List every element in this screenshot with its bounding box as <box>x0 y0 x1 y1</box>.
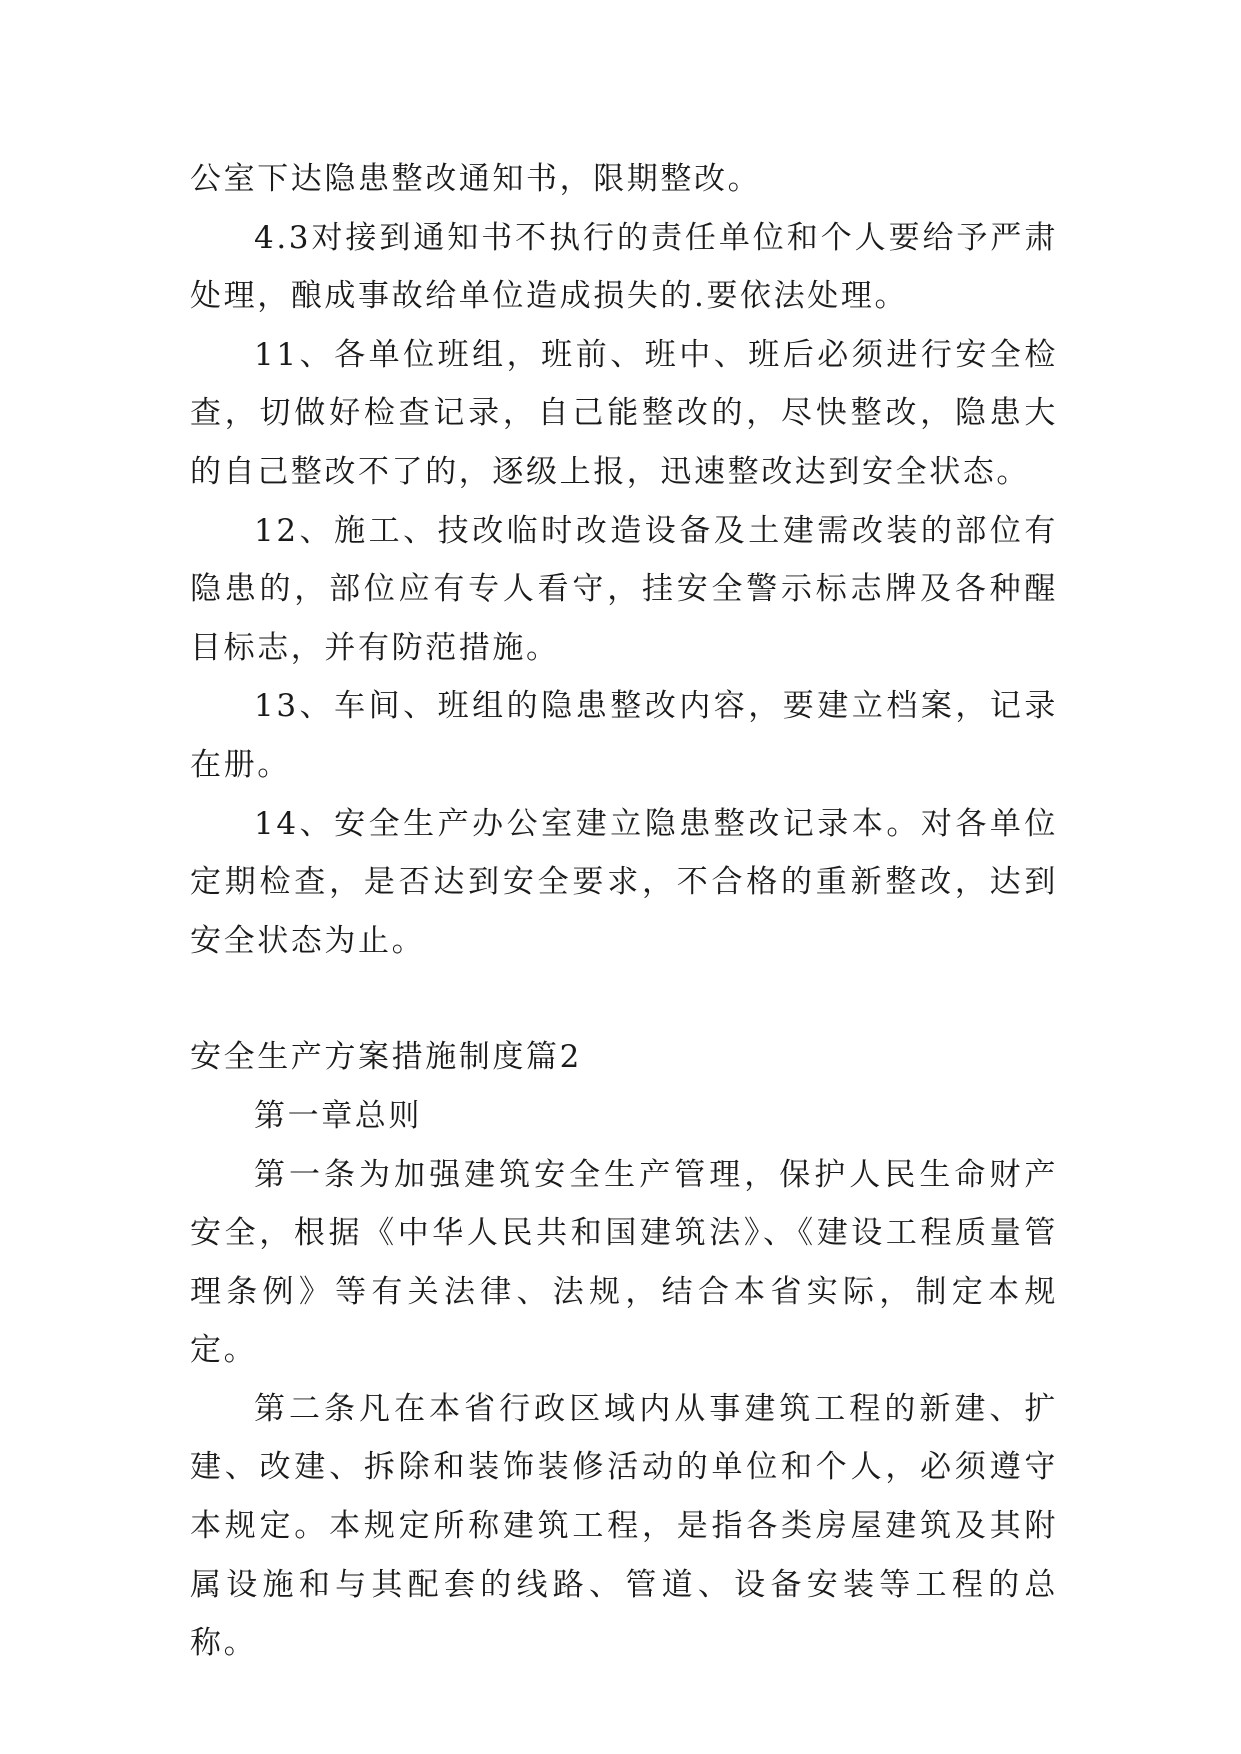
section-title: 安全生产方案措施制度篇2 <box>190 1039 582 1076</box>
article-1: 第一条为加强建筑安全生产管理，保护人民生命财产安全，根据《中华人民共和国建筑法》、《建设工程质量管理条例》等有关法律、法规，结合本省实际，制定本规定。 <box>190 1156 1058 1369</box>
chapter-heading: 第一章总则 <box>254 1097 422 1134</box>
section-spacer <box>190 970 1058 1028</box>
paragraph-12: 12、施工、技改临时改造设备及土建需改装的部位有隐患的，部位应有专人看守，挂安全警示标志牌及各种醒目标志，并有防范措施。 <box>190 512 1058 666</box>
paragraph-11: 11、各单位班组，班前、班中、班后必须进行安全检查，切做好检查记录，自己能整改的，尽快整改，隐患大的自己整改不了的，逐级上报，迅速整改达到安全状态。 <box>190 336 1058 490</box>
paragraph-14: 14、安全生产办公室建立隐患整改记录本。对各单位定期检查，是否达到安全要求，不合格的重新整改，达到安全状态为止。 <box>190 805 1058 959</box>
paragraph-continuation: 公室下达隐患整改通知书，限期整改。 <box>190 161 762 197</box>
article-2: 第二条凡在本省行政区域内从事建筑工程的新建、扩建、改建、拆除和装饰装修活动的单位和个人，必须遵守本规定。本规定所称建筑工程，是指各类房屋建筑及其附属设施和与其配套的线路、管道、设备安装等工程的总称。 <box>190 1390 1058 1662</box>
document-page <box>190 150 1058 1673</box>
paragraph-4-3: 4.3对接到通知书不执行的责任单位和个人要给予严肃处理，酿成事故给单位造成损失的.要依法处理。 <box>190 219 1058 315</box>
paragraph-13: 13、车间、班组的隐患整改内容，要建立档案，记录在册。 <box>190 688 1058 783</box>
